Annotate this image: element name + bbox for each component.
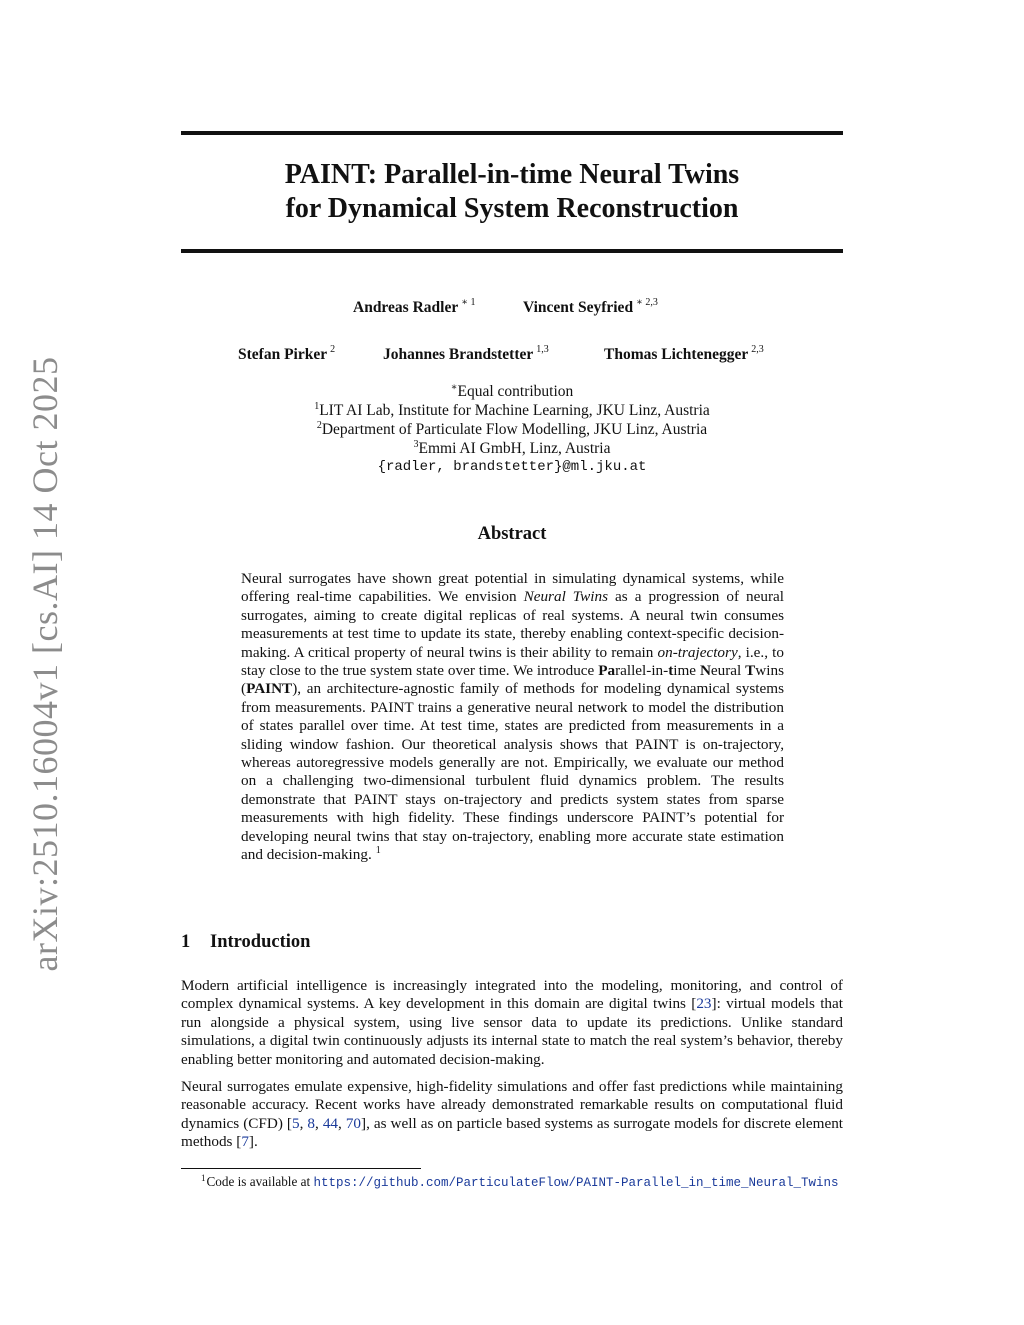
author-affil-mark: 2,3 bbox=[751, 344, 764, 355]
author-1 bbox=[353, 299, 476, 317]
affiliation-mark: 3 bbox=[413, 439, 419, 450]
author-5 bbox=[604, 346, 764, 364]
acronym-rest: wins bbox=[755, 662, 784, 680]
paragraph-text: Neural surrogates emulate expensive, high-fidelity simulations and offer fast predictions while maintaining reasonable accuracy. Recent works have already demonstrated remarkable results on computational fluid dynamics (CFD) [ bbox=[181, 1078, 843, 1132]
abstract-text: ( bbox=[241, 680, 247, 698]
abstract-text: Neural surrogates have shown great potential in simulating dynamical systems, while offering real-time capabilities. We envision bbox=[241, 570, 784, 606]
paragraph-text: ], as well as on particle based systems as surrogate models for discrete element methods [ bbox=[181, 1114, 844, 1151]
citation-separator: , bbox=[314, 1114, 323, 1132]
acronym-letter: t bbox=[668, 662, 674, 680]
affiliation-mark: 1 bbox=[314, 401, 320, 412]
author-name: Johannes Brandstetter bbox=[383, 346, 534, 363]
title-line-2: for Dynamical System Reconstruction bbox=[285, 193, 739, 224]
arxiv-side-stamp: arXiv:2510.16004v1 [cs.AI] 14 Oct 2025 bbox=[25, 356, 65, 972]
section-heading bbox=[181, 932, 310, 953]
acronym-rest: rallel- bbox=[615, 662, 652, 680]
intro-paragraph-2 bbox=[181, 1078, 843, 1152]
author-affil-mark: ∗ 1 bbox=[461, 297, 476, 308]
citation-link[interactable]: 8 bbox=[307, 1114, 315, 1132]
affiliation-1 bbox=[181, 401, 843, 420]
method-name-expansion bbox=[598, 662, 784, 679]
affiliation-mark: ∗ bbox=[450, 382, 458, 393]
author-name: Stefan Pirker bbox=[238, 346, 328, 363]
affiliation-mark: 2 bbox=[316, 420, 322, 431]
author-4 bbox=[383, 346, 549, 364]
intro-paragraph-1 bbox=[181, 977, 843, 1069]
author-name: Andreas Radler bbox=[353, 299, 459, 316]
citation-link[interactable]: 70 bbox=[345, 1114, 362, 1132]
section-title: Introduction bbox=[210, 932, 311, 952]
footnote-text: Code is available at bbox=[206, 1174, 314, 1189]
affiliation-text: LIT AI Lab, Institute for Machine Learning, JKU Linz, Austria bbox=[319, 402, 710, 419]
acronym-letter: T bbox=[745, 662, 756, 680]
author-2 bbox=[523, 299, 658, 317]
title-rule-bottom bbox=[181, 249, 843, 253]
author-affil-mark: 1,3 bbox=[536, 344, 549, 355]
citation-link[interactable]: 23 bbox=[696, 995, 712, 1013]
citation-link[interactable]: 44 bbox=[322, 1114, 338, 1132]
author-affil-mark: 2 bbox=[330, 344, 336, 355]
abstract-emphasis: on-trajectory bbox=[657, 643, 738, 661]
title-line-1: PAINT: Parallel-in-time Neural Twins bbox=[284, 159, 740, 190]
code-url-link[interactable]: https://github.com/ParticulateFlow/PAINT-Parallel_in_time_Neural_Twins bbox=[313, 1176, 839, 1190]
abstract-text: ), an architecture-agnostic family of methods for modeling dynamical systems from measurements. PAINT trains a generative neural network to model the distribution of states parallel over time. At test time, states are predicted from measurements in a sliding window fashion. Our theoretical analysis shows that PAINT is on-trajectory, whereas autoregressive models generally are not. Empirically, we evaluate our method on a challenging two-dimensional turbulent fluid dynamics problem. The results demonstrate that PAINT stays on-trajectory and predicts system states from sparse measurements with high fidelity. These findings underscore PAINT’s potential for developing neural twins that stay on-trajectory, enabling more accurate state estimation and decision-making. bbox=[241, 680, 784, 864]
affiliation-text: Department of Particulate Flow Modelling, JKU Linz, Austria bbox=[321, 421, 708, 438]
method-acronym: PAINT bbox=[246, 680, 293, 698]
abstract-heading: Abstract bbox=[477, 524, 547, 544]
abstract-text: as a progression of neural surrogates, aiming to create digital replicas of real systems. A neural twin consumes measurements at test time to update its state, thereby enabling context-specific decision-making. A critical property of neural twins is their ability to remain bbox=[241, 588, 784, 661]
citation-link[interactable]: 7 bbox=[241, 1133, 249, 1151]
title-rule-top bbox=[181, 131, 843, 135]
acronym-rest: in- bbox=[651, 662, 669, 680]
footnote-rule bbox=[181, 1168, 421, 1169]
affiliations bbox=[181, 382, 843, 477]
author-affil-mark: ∗ 2,3 bbox=[636, 297, 658, 308]
author-name: Thomas Lichtenegger bbox=[604, 346, 749, 363]
section-number: 1 bbox=[181, 932, 191, 952]
author-name: Vincent Seyfried bbox=[523, 299, 634, 316]
acronym-letter: Pa bbox=[598, 662, 616, 680]
citation-link[interactable]: 5 bbox=[291, 1114, 300, 1132]
footnote bbox=[181, 1173, 843, 1192]
affiliation-equal bbox=[181, 382, 843, 401]
citation-separator: , bbox=[299, 1114, 308, 1132]
acronym-rest: ime bbox=[673, 662, 700, 680]
acronym-letter: N bbox=[699, 662, 711, 680]
acronym-rest: eural bbox=[710, 662, 746, 680]
paragraph-text: ]. bbox=[248, 1133, 258, 1151]
abstract-emphasis: Neural Twins bbox=[523, 588, 608, 606]
abstract-body bbox=[241, 570, 784, 865]
author-3 bbox=[238, 346, 335, 364]
footnote-marker: 1 bbox=[375, 845, 381, 857]
footnote-number: 1 bbox=[201, 1173, 206, 1183]
contact-email: {radler, brandstetter}@ml.jku.at bbox=[377, 459, 647, 475]
paragraph-text: ]: virtual models that run alongside a physical system, using live sensor data to update its predictions. Unlike standard simulations, a digital twin continuously adjusts its internal state to match the real system’s behavior, thereby enabling better monitoring and automated decision-making. bbox=[181, 995, 843, 1068]
paragraph-text: Modern artificial intelligence is increasingly integrated into the modeling, monitoring, and control of complex dynamical systems. A key development in this domain are digital twins [ bbox=[181, 977, 843, 1013]
abstract-text: , i.e., to stay close to the true system state over time. We introduce bbox=[241, 643, 784, 680]
paper-title bbox=[181, 158, 843, 226]
citation-separator: , bbox=[338, 1114, 346, 1132]
affiliation-3 bbox=[181, 439, 843, 458]
affiliation-2 bbox=[181, 420, 843, 439]
affiliation-text: Emmi AI GmbH, Linz, Austria bbox=[418, 440, 611, 457]
affiliation-text: Equal contribution bbox=[457, 383, 574, 400]
